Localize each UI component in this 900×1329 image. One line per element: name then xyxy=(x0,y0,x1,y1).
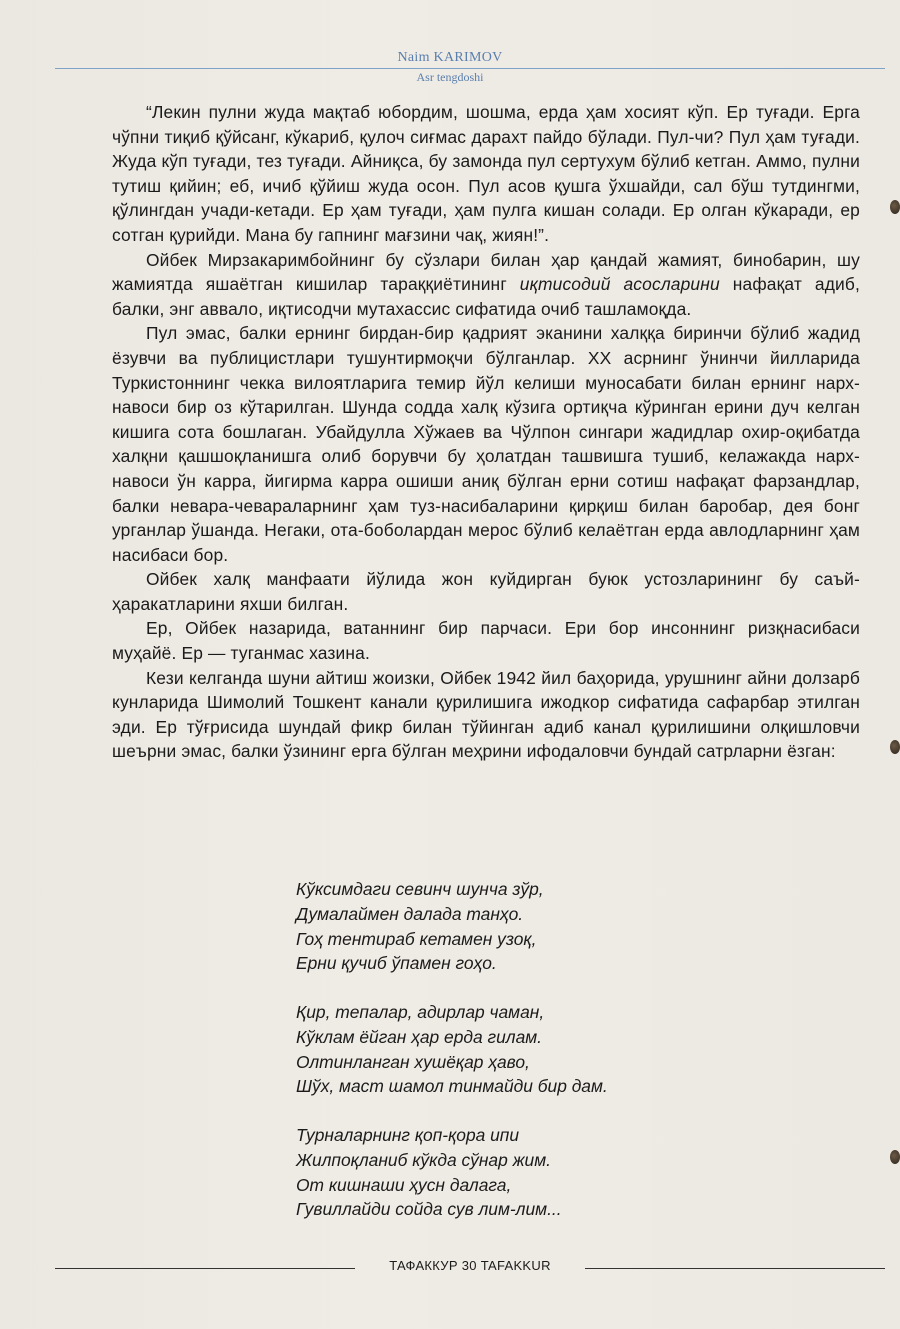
binding-hole-icon xyxy=(890,200,900,214)
poem-line: Гувиллайди сойда сув лим-лим... xyxy=(296,1199,562,1220)
footer-rule-left xyxy=(55,1268,355,1269)
poem-line: Думалаймен далада танҳо. xyxy=(296,903,524,924)
poem-line: Олтинланган хушёқар ҳаво, xyxy=(296,1051,530,1072)
poem-line: Жилпоқланиб кўкда сўнар жим. xyxy=(296,1149,551,1170)
poem-stanza-1 xyxy=(296,877,716,976)
footer-text: ТАФАККУР 30 TAFAKKUR xyxy=(389,1258,551,1273)
header-subtitle: Asr tengdoshi xyxy=(416,70,484,84)
article-body xyxy=(112,100,860,764)
paragraph-2-emphasis: иқтисодий асосларини xyxy=(519,274,720,295)
poem-stanza-2 xyxy=(296,1000,716,1099)
poem-line: Шўх, маст шамол тинмайди бир дам. xyxy=(296,1076,608,1097)
poem-stanza-3 xyxy=(296,1123,716,1222)
poem-line: Кўклам ёйган ҳар ерда гилам. xyxy=(296,1026,542,1047)
binding-hole-icon xyxy=(890,740,900,754)
paragraph-6: Кези келганда шуни айтиш жоизки, Ойбек 1942 йил баҳорида, урушнинг айни долзарб кунларида Шимолий Тошкент канали қурилишига ижодкор сифатида сафарбар этилган эди. Ер тўғрисида шундай фикр билан тўйинган адиб канал қурилишини олқишловчи шеърни эмас, балки ўзининг ерга бўлган меҳрини ифодаловчи бундай сатрларни ёзган: xyxy=(112,667,860,762)
paragraph-2-after: нафақат адиб, балки, энг аввало, иқтисодчи мутахассис сифатида очиб ташламоқда. xyxy=(112,274,860,319)
footer-rule-right xyxy=(585,1268,885,1269)
paragraph-2 xyxy=(112,248,860,322)
poem-line: От кишнаши ҳусн далага, xyxy=(296,1174,512,1195)
running-header xyxy=(0,50,900,66)
paragraph-4: Ойбек халқ манфаати йўлида жон куйдирган буюк устозларининг бу саъй-ҳаракатларини яхши билган. xyxy=(112,569,860,614)
paragraph-2-before: Ойбек Мирзакаримбойнинг бу сўзлари билан ҳар қандай жамият, бинобарин, шу жамиятда яшаётган кишилар тараққиётининг xyxy=(112,249,860,295)
poem-line: Кўксимдаги севинч шунча зўр, xyxy=(296,879,544,899)
paragraph-5: Ер, Ойбек назарида, ватаннинг бир парчаси. Ери бор инсоннинг ризқнасибаси муҳайё. Ер — туганмас хазина. xyxy=(112,618,860,664)
poem-line: Турналарнинг қоп-қора ипи xyxy=(296,1125,520,1145)
header-rule xyxy=(55,68,885,69)
header-author: Naim KARIMOV xyxy=(397,50,503,65)
page-footer xyxy=(55,1258,885,1278)
paragraph-3: Пул эмас, балки ернинг бирдан-бир қадрият эканини халққа биринчи бўлиб жадид ёзувчи ва публицистлари тушунтирмоқчи бўлганлар. XX асрнинг ўнинчи йилларида Туркистоннинг чекка вилоятларига темир йўл келиши муносабати билан ернинг нарх-навоси бир оз кўтарилган. Шунда содда халқ кўзига ортиқча кўринган ерини дуч келган кишига сота бошлаган. Убайдулла Хўжаев ва Чўлпон сингари жадидлар охир-оқибатда халқни қашшоқланишга олиб борувчи бу ҳолатдан ташвишга тушиб, келажакда нарх-навоси ўн карра, йигирма карра ошиши аниқ бўлган ерни сотиш нафақат фарзандлар, балки невара-чевараларнинг ҳам туз-насибаларини қирқиш билан баробар, дея бонг урганлар ўшанда. Негаки, ота-боболардан мерос бўлиб келаётган ерда авлодларнинг ҳам насибаси бор. xyxy=(112,323,860,565)
poem-line: Гоҳ тентираб кетамен узоқ, xyxy=(296,928,537,949)
paragraph-quote: “Лекин пулни жуда мақтаб юбордим, шошма, ерда ҳам хосият кўп. Ер туғади. Ерга чўпни тиқиб қўйсанг, кўкариб, қулоч сиғмас дарахт пайдо бўлади. Пул-чи? Пул ҳам туғади. Жуда кўп туғади, тез туғади. Айниқса, бу замонда пул сертухум бўлиб кетган. Аммо, пулни тутиш қийин; еб, ичиб қўйиш жуда осон. Пул асов қушга ўхшайди, сал бўш тутдингми, қўлингдан учади-кетади. Ер ҳам туғади, ҳам пулга кишан солади. Ер олган кўкаради, ер сотган қурийди. Мана бу гапнинг мағзини чақ, жиян!”. xyxy=(112,102,860,245)
binding-hole-icon xyxy=(890,1150,900,1164)
poem-line: Ерни қучиб ўпамен гоҳо. xyxy=(296,953,497,974)
poem-line: Қир, тепалар, адирлар чаман, xyxy=(296,1002,545,1022)
